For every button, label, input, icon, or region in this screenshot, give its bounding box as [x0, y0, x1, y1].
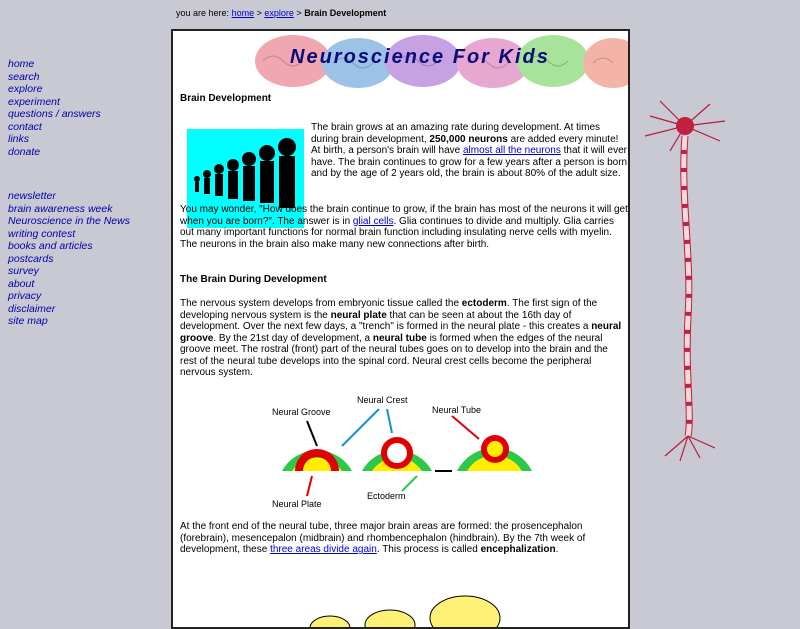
- paragraph-text: . This process is called: [376, 544, 481, 555]
- nav-privacy[interactable]: privacy: [8, 290, 42, 302]
- breadcrumb: [176, 8, 386, 18]
- article-heading: Brain Development: [180, 93, 272, 104]
- nav-explore[interactable]: explore: [8, 83, 43, 95]
- bold-term: neural plate: [330, 309, 387, 321]
- paragraph-text: is formed when the edges of the neural groove meet. The rostral (front) part of the neural tubes goes on to develop into the brain and the rest of the neural tube develops into the spinal cord. Neural crest cells become the peripheral nervous system.: [180, 332, 608, 378]
- neural-tube-diagram: [267, 391, 547, 511]
- nav-brain-awareness-week[interactable]: brain awareness week: [8, 202, 113, 215]
- label-neural-groove: Neural Groove: [272, 407, 331, 417]
- paragraph-text: . Glia continues to divide and multiply. Glia carries out many important functions for normal brain function including insulating nerve cells with myelin. The neurons in the brain also make many new connections after birth.: [180, 215, 614, 250]
- paragraph-text: . The first sign of the developing nervous system is the: [180, 298, 598, 321]
- nav-site-map[interactable]: site map: [8, 315, 48, 327]
- label-neural-plate: Neural Plate: [272, 499, 322, 509]
- glial-cells-link[interactable]: glial cells: [352, 215, 394, 227]
- nav-writing-contest[interactable]: writing contest: [8, 227, 76, 240]
- nav-disclaimer[interactable]: disclaimer: [8, 302, 56, 315]
- paragraph-text: .: [555, 544, 559, 555]
- nav-neuroscience-news[interactable]: Neuroscience in the News: [8, 215, 130, 227]
- nav-home[interactable]: home: [8, 58, 35, 70]
- bold-term: ectoderm: [461, 298, 507, 309]
- encephalization-paragraph: [180, 521, 625, 556]
- breadcrumb-home-link[interactable]: home: [231, 8, 255, 18]
- breadcrumb-prefix: you are here:: [176, 8, 230, 18]
- nav-newsletter[interactable]: newsletter: [8, 190, 56, 202]
- intro-text: are added every minute! At birth, a person's brain will have: [311, 133, 619, 156]
- breadcrumb-current: Brain Development: [304, 8, 387, 18]
- development-paragraph: [180, 298, 625, 379]
- nav-links[interactable]: links: [8, 133, 30, 145]
- primary-nav: [8, 58, 101, 158]
- nav-contact[interactable]: contact: [8, 120, 42, 133]
- paragraph-text: The nervous system develops from embryonic tissue called the: [180, 298, 462, 309]
- almost-all-neurons-link[interactable]: almost all the neurons: [462, 145, 561, 156]
- glia-paragraph: [180, 204, 629, 250]
- nav-questions-answers[interactable]: questions / answers: [8, 108, 101, 120]
- intro-text: that it will ever have. The brain continues to grow for a few years after a person is born and by the age of 2 years old, the brain is about 80% of the adult size.: [311, 145, 628, 179]
- content-panel: [171, 29, 630, 629]
- secondary-nav: [8, 190, 130, 328]
- brain-development-image: [300, 573, 520, 629]
- nav-experiment[interactable]: experiment: [8, 95, 60, 108]
- bold-term: encephalization: [480, 544, 556, 555]
- nav-books-articles[interactable]: books and articles: [8, 240, 93, 252]
- breadcrumb-explore-link[interactable]: explore: [264, 8, 294, 18]
- intro-text: The brain grows at an amazing rate during development. At times during brain development,: [311, 122, 601, 145]
- label-neural-tube: Neural Tube: [432, 405, 482, 415]
- nav-survey[interactable]: survey: [8, 265, 39, 277]
- bold-term: neural tube: [372, 332, 427, 344]
- intro-paragraph: [311, 122, 629, 180]
- intro-bold: 250,000 neurons: [429, 133, 508, 145]
- paragraph-text: that can be seen at about the 16th day of development. Over the next few days, a "trench" is formed in the neural plate - this creates a: [180, 309, 592, 332]
- breadcrumb-separator: >: [296, 8, 302, 18]
- neuron-illustration: [630, 96, 730, 466]
- bold-term: neural groove: [180, 321, 622, 344]
- three-areas-link[interactable]: three areas divide again: [270, 544, 377, 555]
- nav-donate[interactable]: donate: [8, 145, 41, 158]
- label-neural-crest: Neural Crest: [357, 395, 408, 405]
- site-title: Neuroscience For Kids: [290, 46, 550, 68]
- label-ectoderm: Ectoderm: [367, 491, 406, 501]
- nav-about[interactable]: about: [8, 277, 35, 290]
- paragraph-text: . By the 21st day of development, a: [213, 332, 373, 344]
- paragraph-text: You may wonder, "How does the brain continue to grow, if the brain has most of the neurons it will get when you are born?". The answer is in: [180, 204, 628, 227]
- paragraph-text: At the front end of the neural tube, three major brain areas are formed: the prosencephalon (forebrain), mesencepalon (midbrain) and rhombencephalon (hindbrain). By the 7th week of development, these: [180, 521, 586, 555]
- article: [180, 93, 628, 555]
- nav-search[interactable]: search: [8, 70, 40, 83]
- breadcrumb-separator: >: [256, 8, 262, 18]
- section-heading: The Brain During Development: [180, 274, 327, 285]
- nav-postcards[interactable]: postcards: [8, 252, 54, 265]
